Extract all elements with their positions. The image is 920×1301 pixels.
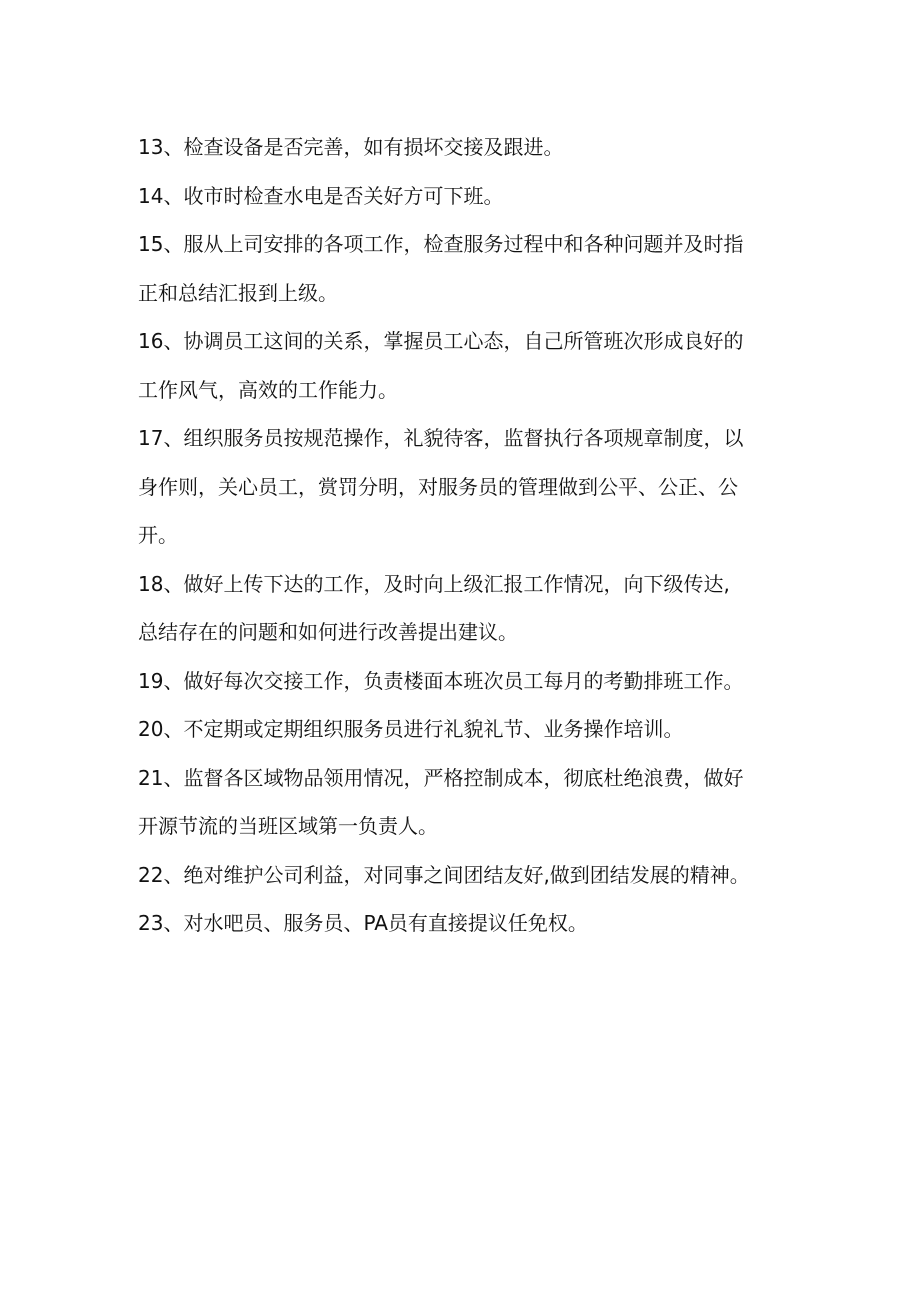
duty-item-18-line-1: 18、做好上传下达的工作，及时向上级汇报工作情况，向下级传达, [138, 571, 730, 596]
duty-item-13: 13、检查设备是否完善，如有损坏交接及跟进。 [138, 135, 564, 159]
duty-item-17-line-1: 17、组织服务员按规范操作，礼貌待客，监督执行各项规章制度，以 [138, 426, 744, 450]
duty-item-17-line-2: 身作则，关心员工，赏罚分明，对服务员的管理做到公平、公正、公 [138, 474, 738, 499]
duty-item-15-line-2: 正和总结汇报到上级。 [138, 280, 338, 305]
duty-item-17-line-3: 开。 [138, 523, 178, 547]
duty-item-16-line-1: 16、协调员工这间的关系，掌握员工心态，自己所管班次形成良好的 [138, 329, 744, 353]
duty-item-16-line-2: 工作风气，高效的工作能力。 [138, 377, 398, 402]
duty-item-21-line-1: 21、监督各区域物品领用情况，严格控制成本，彻底杜绝浪费，做好 [138, 765, 744, 790]
duty-item-18-line-2: 总结存在的问题和如何进行改善提出建议。 [138, 620, 518, 644]
duty-item-23: 23、对水吧员、服务员、PA员有直接提议任免权。 [138, 911, 588, 935]
document-body [138, 123, 798, 948]
duty-item-15-line-1: 15、服从上司安排的各项工作，检查服务过程中和各种问题并及时指 [138, 232, 744, 256]
duty-item-14: 14、收市时检查水电是否关好方可下班。 [138, 183, 504, 208]
duty-item-21-line-2: 开源节流的当班区域第一负责人。 [138, 814, 438, 838]
duty-item-20: 20、不定期或定期组织服务员进行礼貌礼节、业务操作培训。 [138, 717, 684, 741]
duty-item-22: 22、绝对维护公司利益，对同事之间团结友好,做到团结发展的精神。 [138, 862, 750, 887]
duty-item-19: 19、做好每次交接工作，负责楼面本班次员工每月的考勤排班工作。 [138, 668, 744, 693]
